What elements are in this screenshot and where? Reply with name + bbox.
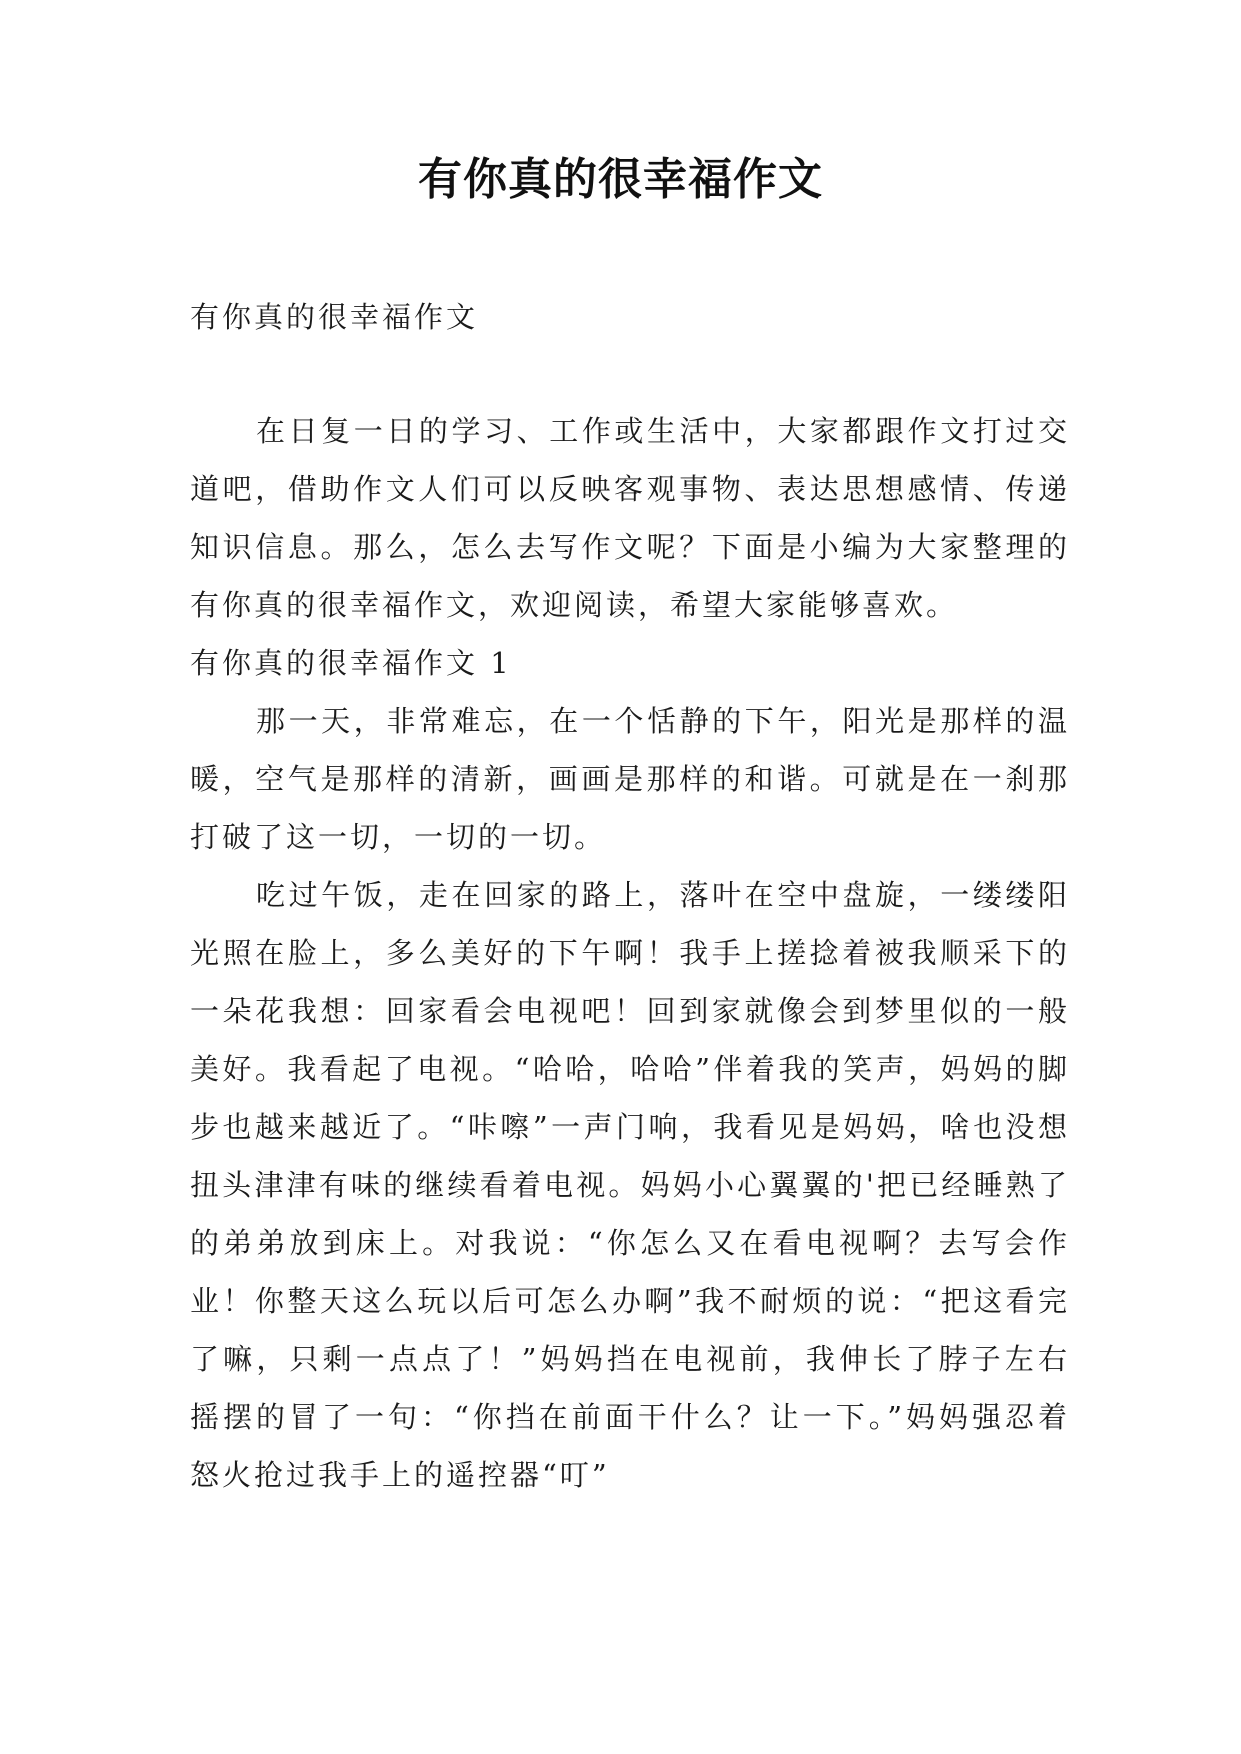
document-title: 有你真的很幸福作文 — [418, 154, 823, 205]
document-body — [190, 288, 1070, 1504]
body-paragraph: 那一天，非常难忘，在一个恬静的下午，阳光是那样的温暖，空气是那样的清新，画画是那样的和谐。可就是在一刹那打破了这一切，一切的一切。 — [190, 704, 1070, 854]
intro-paragraph: 在日复一日的学习、工作或生活中，大家都跟作文打过交道吧，借助作文人们可以反映客观事物、表达思想感情、传递知识信息。那么，怎么去写作文呢？下面是小编为大家整理的有你真的很幸福作文，欢迎阅读，希望大家能够喜欢。 — [190, 414, 1070, 622]
section-heading: 有你真的很幸福作文 1 — [190, 646, 512, 680]
body-paragraph: 吃过午饭，走在回家的路上，落叶在空中盘旋，一缕缕阳光照在脸上，多么美好的下午啊！我手上搓捻着被我顺采下的一朵花我想：回家看会电视吧！回到家就像会到梦里似的一般美好。我看起了电视。“哈哈，哈哈”伴着我的笑声，妈妈的脚步也越来越近了。“咔嚓”一声门响，我看见是妈妈，啥也没想扭头津津有味的继续看着电视。妈妈小心翼翼的'把已经睡熟了的弟弟放到床上。对我说：“你怎么又在看电视啊？去写会作业！你整天这么玩以后可怎么办啊”我不耐烦的说：“把这看完了嘛，只剩一点点了！”妈妈挡在电视前，我伸长了脖子左右摇摆的冒了一句：“你挡在前面干什么？让一下。”妈妈强忍着怒火抢过我手上的遥控器“叮” — [190, 878, 1070, 1492]
document-subtitle: 有你真的很幸福作文 — [190, 300, 479, 334]
